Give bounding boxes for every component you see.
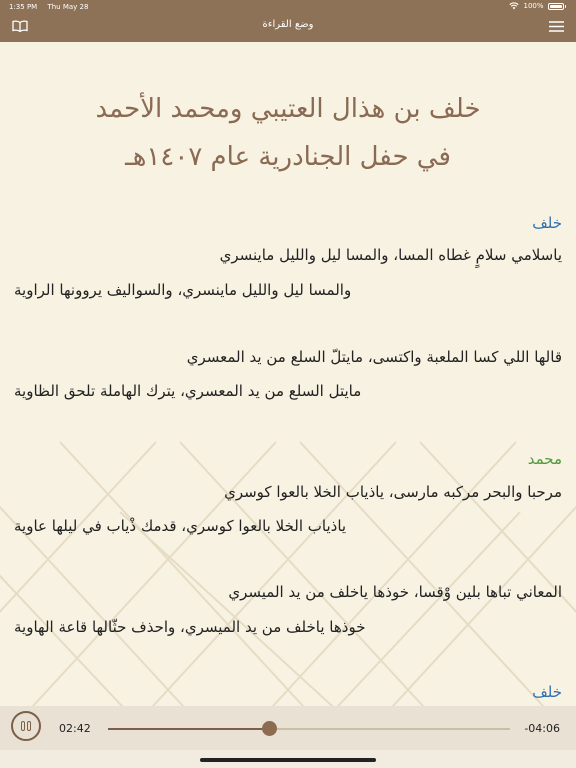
poem-title-line-2: في حفل الجنادرية عام ١٤٠٧هـ	[125, 142, 451, 172]
wifi-icon	[509, 2, 519, 10]
nav-title: وضع القراءة	[262, 19, 314, 30]
poem-content	[0, 42, 576, 706]
verse-line: ياذياب الخلا بالعوا كوسري، قدمك ذْياب في ليلها عاوية	[14, 517, 347, 535]
menu-icon[interactable]	[549, 21, 564, 32]
verse-line: والمسا ليل والليل ماينسري، والسواليف يروونها الراوية	[14, 281, 352, 299]
progress-thumb[interactable]	[262, 721, 277, 736]
verse-line: خوذها ياخلف من يد الميسري، واحذف حثّالها قاعة الهاوية	[14, 618, 366, 636]
verse-line: قالها اللي كسا الملعبة واكتسى، مايتلّ السلع من يد المعسري	[186, 348, 562, 366]
top-bar	[0, 0, 576, 42]
verse-line: مرحبا والبحر مركبه مارسى، ياذياب الخلا بالعوا كوسري	[224, 483, 562, 501]
progress-fill	[108, 728, 269, 730]
elapsed-time: 02:42	[59, 722, 91, 735]
remaining-time: -04:06	[524, 722, 560, 735]
poem-title-line-1: خلف بن هذال العتيبي ومحمد الأحمد	[95, 94, 481, 124]
verse-line: ياسلامي سلامٍ غطاه المسا، والمسا ليل والليل ماينسري	[219, 246, 562, 264]
speaker-label: خلف	[532, 214, 562, 232]
battery-icon	[548, 3, 564, 10]
status-date: Thu May 28	[47, 3, 89, 11]
pause-button[interactable]	[11, 711, 41, 741]
audio-player	[0, 706, 576, 750]
battery-percent: 100%	[523, 2, 544, 10]
verse-line: مايتل السلع من يد المعسري، يترك الهاملة تلحق الظاوية	[14, 382, 362, 400]
home-strip	[0, 750, 576, 768]
pause-icon	[21, 721, 25, 731]
status-time: 1:35 PM	[9, 3, 38, 11]
progress-slider[interactable]	[108, 728, 510, 730]
home-indicator[interactable]	[200, 758, 376, 762]
verse-line: المعاني تباها بلين وْقسا، خوذها ياخلف من يد الميسري	[228, 583, 562, 601]
status-bar	[0, 0, 576, 14]
speaker-label: محمد	[527, 450, 562, 468]
speaker-label: خلف	[532, 683, 562, 701]
